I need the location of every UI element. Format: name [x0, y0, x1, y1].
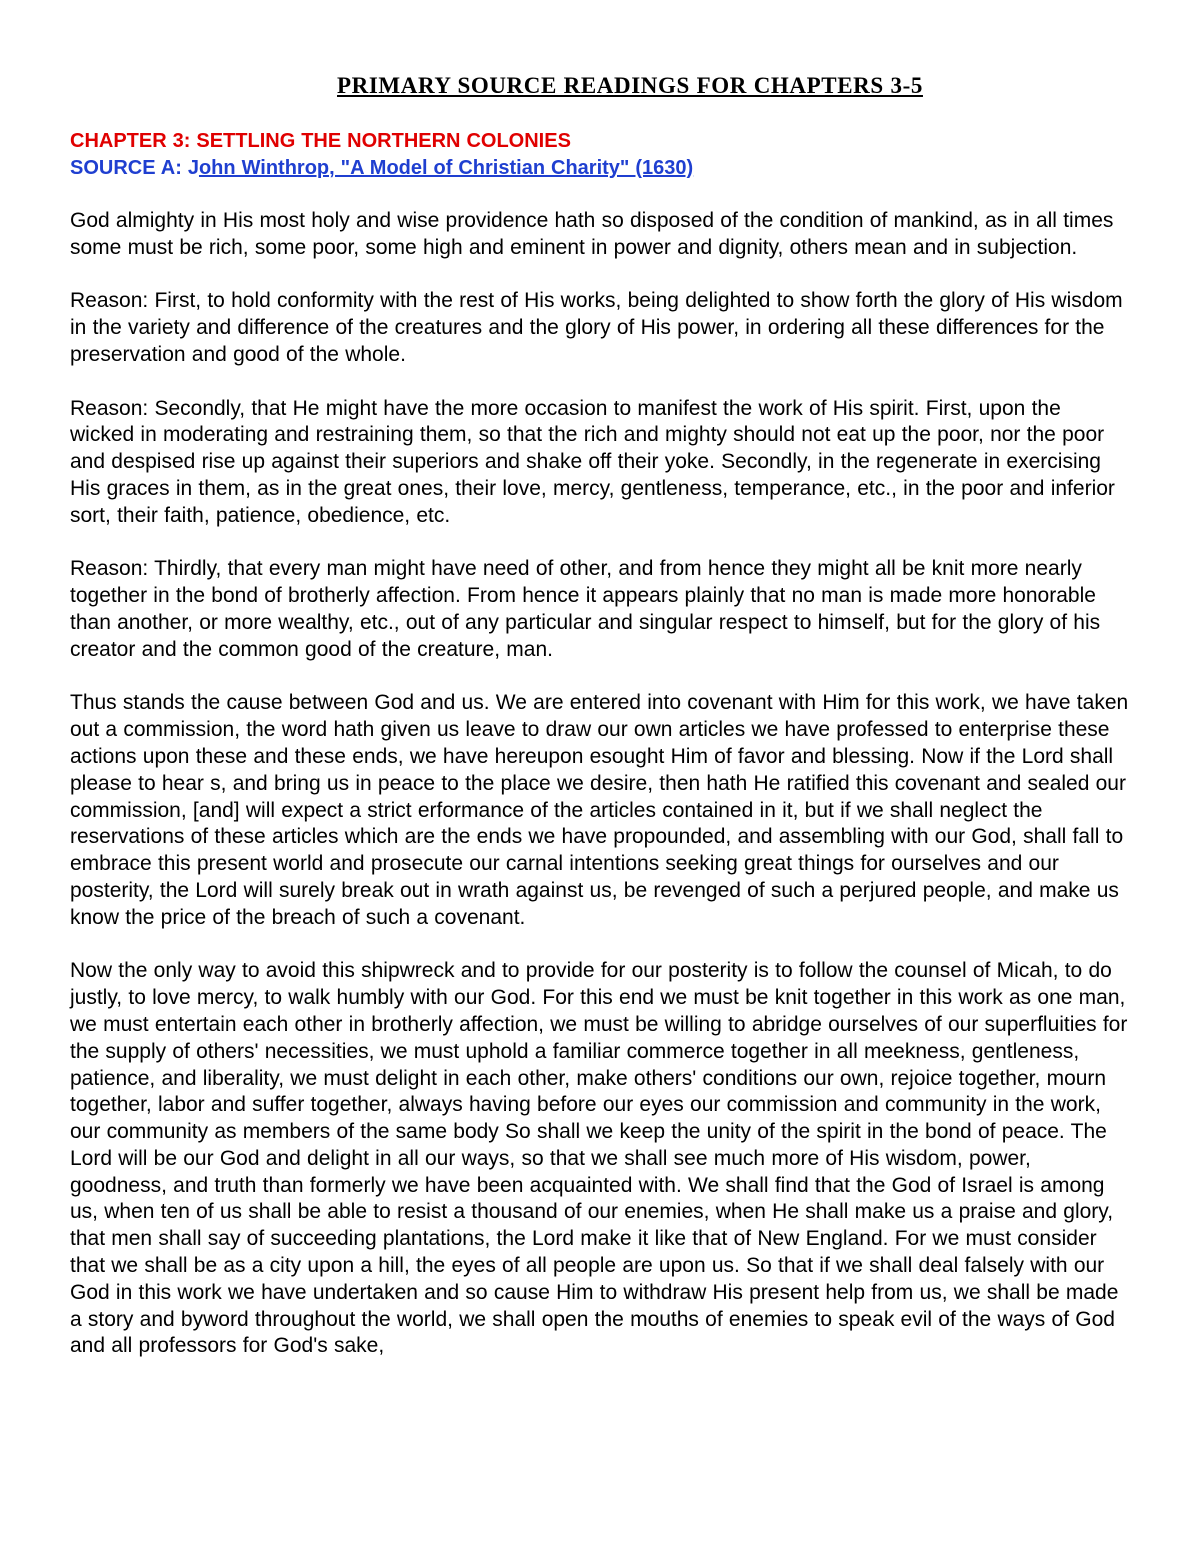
source-heading [70, 155, 1130, 182]
body-paragraph: Reason: First, to hold conformity with the rest of His works, being delighted to show forth the glory of His wisdom in the variety and difference of the creatures and the glory of His power, in ordering all these differences for the preservation and good of the whole. [70, 289, 1123, 366]
source-link[interactable]: ohn Winthrop, "A Model of Christian Charity" (1630) [198, 157, 694, 179]
source-prefix: SOURCE A: J [70, 157, 199, 179]
body-paragraph: God almighty in His most holy and wise providence hath so disposed of the condition of mankind, as in all times some must be rich, some poor, some high and eminent in power and dignity, others mean and in subjection. [70, 209, 1114, 259]
document-page [70, 70, 1130, 1387]
body-paragraph: Now the only way to avoid this shipwreck and to provide for our posterity is to follow the counsel of Micah, to do justly, to love mercy, to walk humbly with our God. For this end we must be knit together in this work as one man, we must entertain each other in brotherly affection, we must be willing to abridge ourselves of our superfluities for the supply of others' necessities, we must uphold a familiar commerce together in all meekness, gentleness, patience, and liberality, we must delight in each other, make others' conditions our own, rejoice together, mourn together, labor and suffer together, always having before our eyes our commission and community in the work, our community as members of the same body So shall we keep the unity of the spirit in the bond of peace. The Lord will be our God and delight in all our ways, so that we shall see much more of His wisdom, power, goodness, and truth than formerly we have been acquainted with. We shall find that the God of Israel is among us, when ten of us shall be able to resist a thousand of our enemies, when He shall make us a praise and glory, that men shall say of succeeding plantations, the Lord make it like that of New England. For we must consider that we shall be as a city upon a hill, the eyes of all people are upon us. So that if we shall deal falsely with our God in this work we have undertaken and so cause Him to withdraw His present help from us, we shall be made a story and byword throughout the world, we shall open the mouths of enemies to speak evil of the ways of God and all professors for God's sake, [70, 959, 1128, 1358]
body-paragraph: Reason: Secondly, that He might have the more occasion to manifest the work of His spirit. First, upon the wicked in moderating and restraining them, so that the rich and mighty should not eat up the poor, nor the poor and despised rise up against their superiors and shake off their yoke. Secondly, in the regenerate in exercising His graces in them, as in the great ones, their love, mercy, gentleness, temperance, etc., in the poor and inferior sort, their faith, patience, obedience, etc. [70, 396, 1115, 527]
body-paragraph: Thus stands the cause between God and us. We are entered into covenant with Him for this work, we have taken out a commission, the word hath given us leave to draw our own articles we have professed to enterprise these actions upon these and these ends, we have hereupon esought Him of favor and blessing. Now if the Lord shall please to hear s, and bring us in peace to the place we desire, then hath He ratified this covenant and sealed our commission, [and] will expect a strict erformance of the articles contained in it, but if we shall neglect the reservations of these articles which are the ends we have propounded, and assembling with our God, shall fall to embrace this present world and prosecute our carnal intentions seeking great things for ourselves and our posterity, the Lord will surely break out in wrath against us, be revenged of such a perjured people, and make us know the price of the breach of such a covenant. [70, 691, 1129, 929]
document-title: PRIMARY SOURCE READINGS FOR CHAPTERS 3-5 [337, 73, 923, 98]
chapter-heading: CHAPTER 3: SETTLING THE NORTHERN COLONIES [70, 130, 571, 152]
body-paragraph: Reason: Thirdly, that every man might have need of other, and from hence they might all be knit more nearly together in the bond of brotherly affection. From hence it appears plainly that no man is made more honorable than another, or more wealthy, etc., out of any particular and singular respect to himself, but for the glory of his creator and the common good of the creature, man. [70, 557, 1101, 661]
